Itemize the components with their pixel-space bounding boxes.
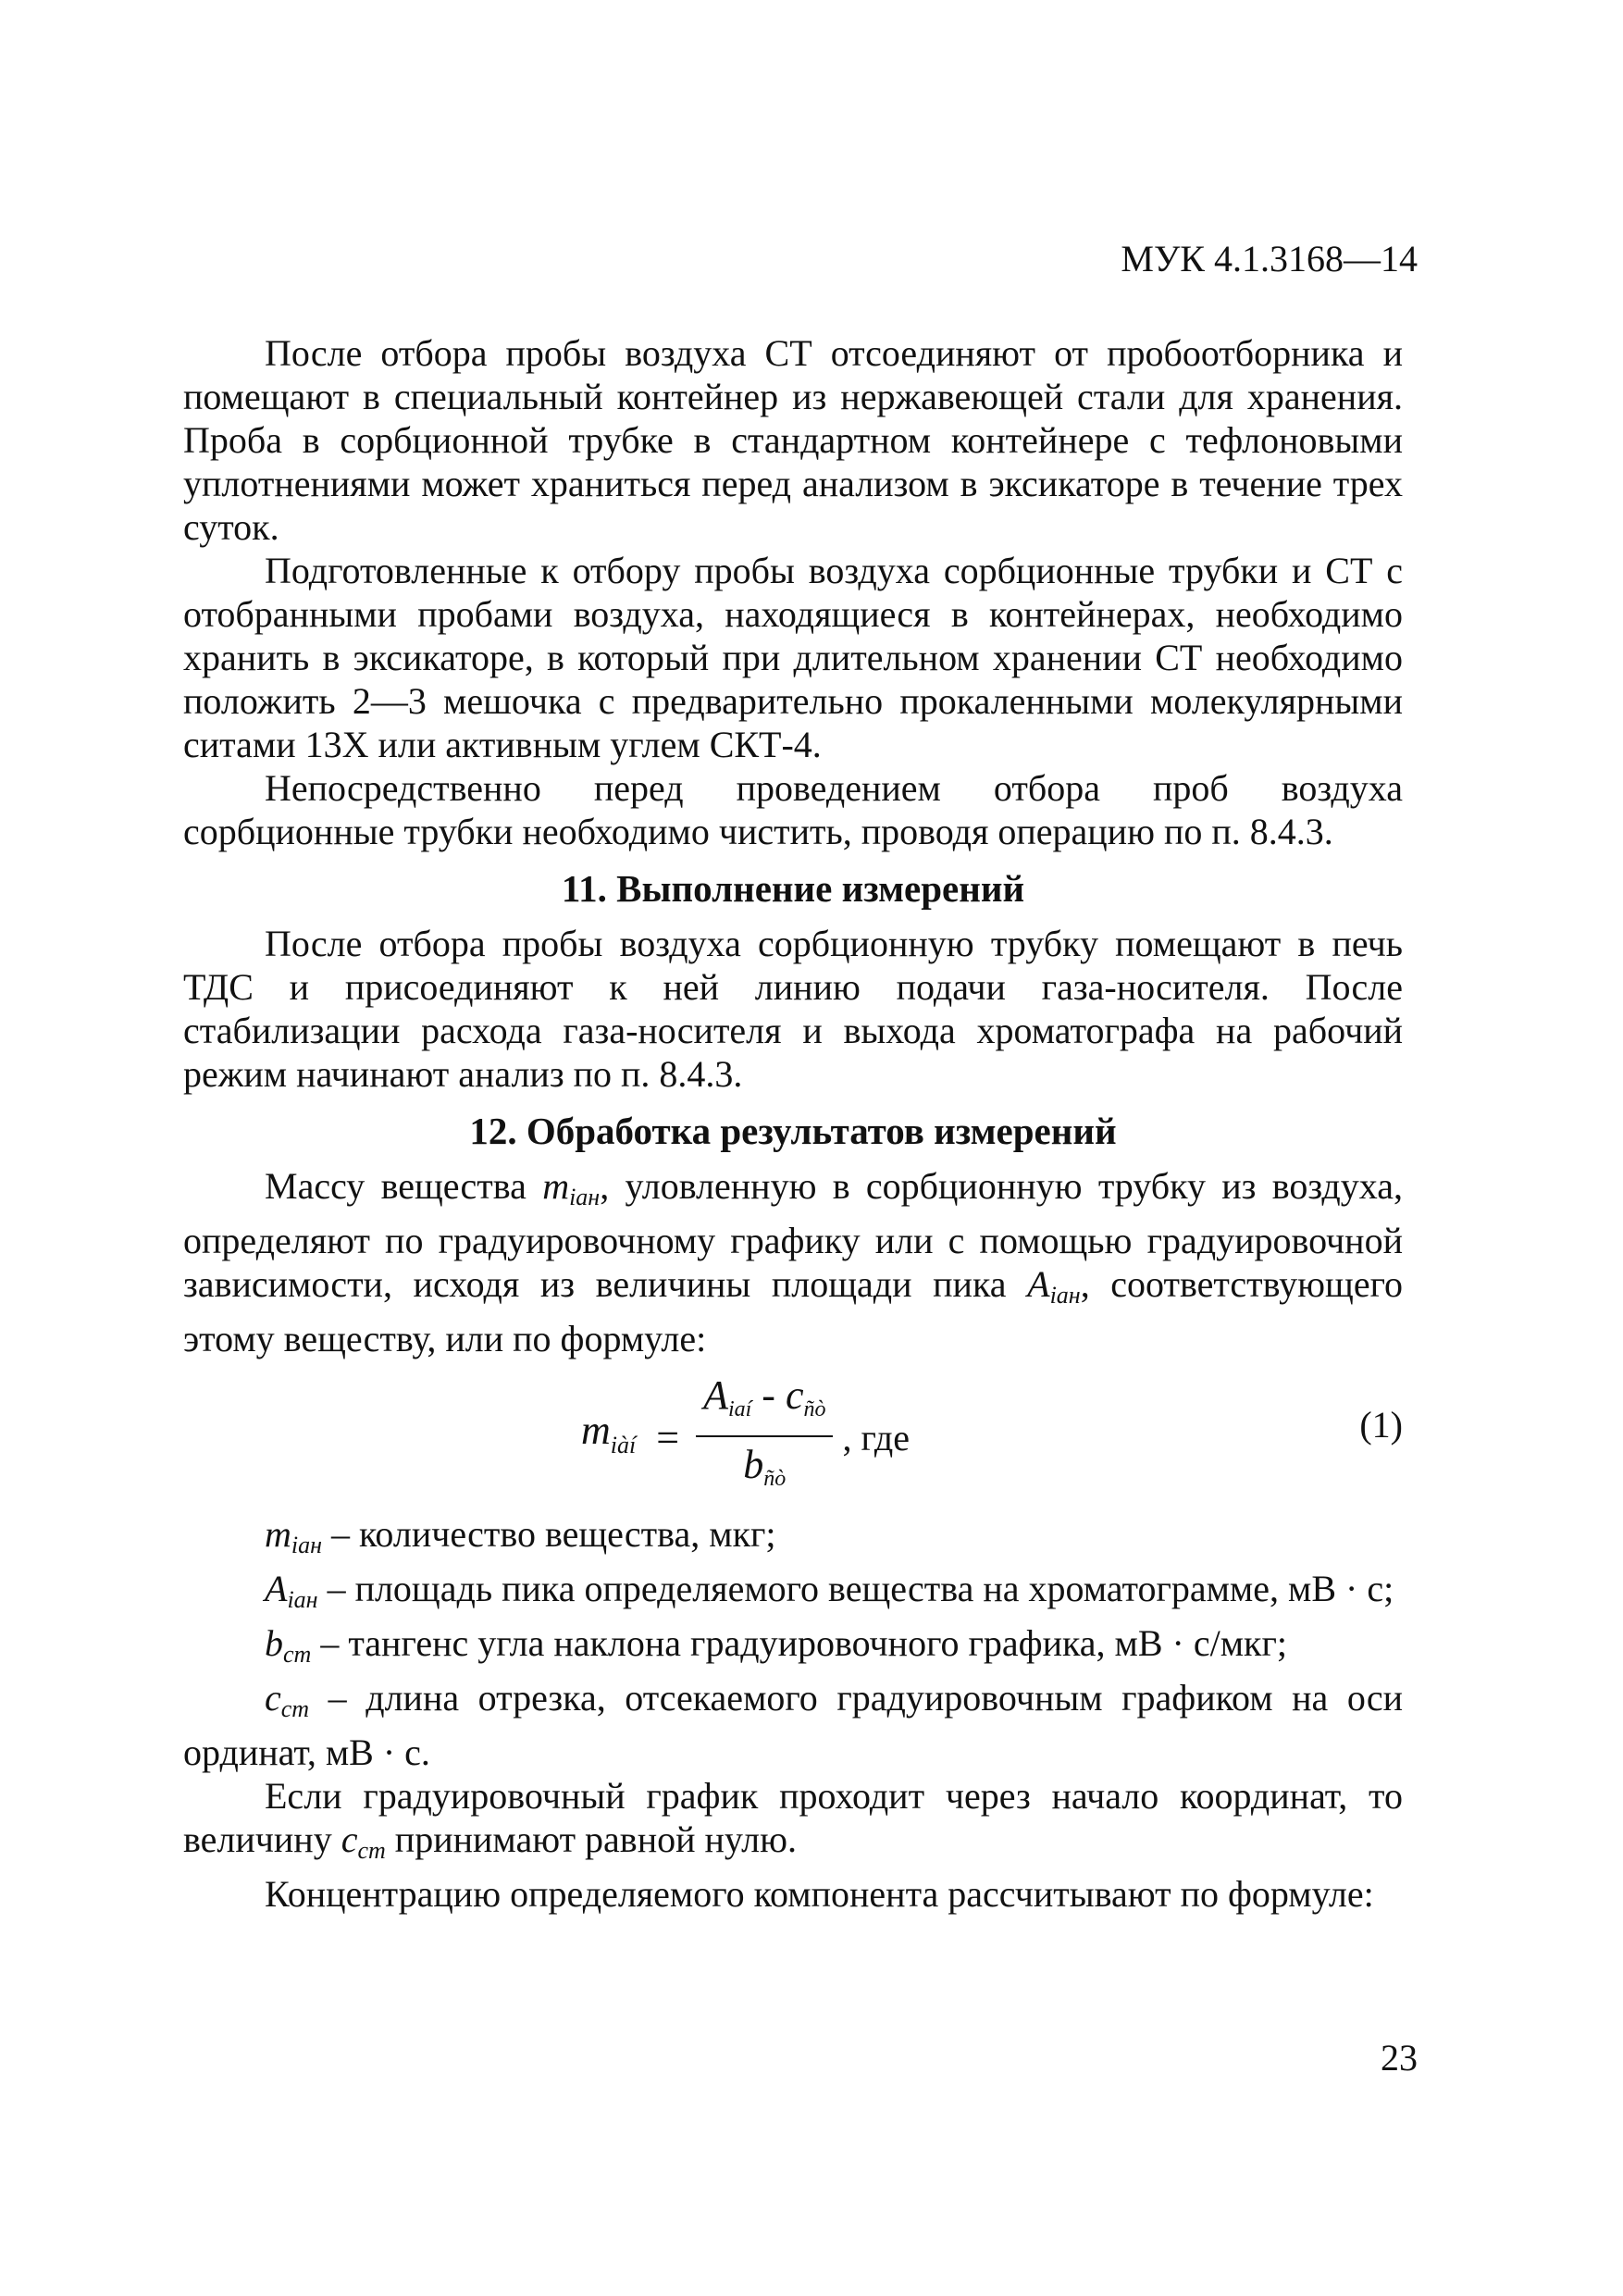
formula-fraction: [696, 1373, 833, 1501]
formula-numerator: $A_{iaí} - c_{ñò}$: [696, 1373, 833, 1437]
paragraph: Концентрацию определяемого компонента рассчитывают по формуле:: [265, 1873, 1374, 1915]
definition-item: $c_{ст}$ – длина отрезка, отсекаемого градуировочным графиком на оси ординат, мВ · с.: [183, 1677, 1403, 1773]
formula-1: $m_{iàí}$ = $\frac{A_{iaí} - c_{ñò}}{b_{ñò}}$ , где (1): [183, 1366, 1403, 1505]
paragraph: Подготовленные к отбору пробы воздуха сорбционные трубки и СТ с отобранными пробами воздуха, находящиеся в контейнерах, необходимо хранить в эксикаторе, в который при длительном хранении СТ необходимо положить 2—3 мешочка с предварительно прокаленными молекулярными ситами 13Х или активным углем СКТ-4.: [183, 550, 1403, 765]
paragraph: Если градуировочный график проходит через начало координат, то величину $c_{ст}$ принимают равной нулю.: [183, 1775, 1403, 1864]
section-11-heading: 11. Выполнение измерений: [561, 867, 1025, 910]
definition-item: $A_{iан}$ – площадь пика определяемого вещества на хроматограмме, мВ · с;: [265, 1568, 1394, 1613]
paragraph: После отбора пробы воздуха сорбционную трубку помещают в печь ТДС и присоединяют к ней линию подачи газа-носителя. После стабилизации расхода газа-носителя и выхода хроматографа на рабочий режим начинают анализ по п. 8.4.3.: [183, 923, 1403, 1095]
definition-item: $b_{ст}$ – тангенс угла наклона градуировочного графика, мВ · с/мкг;: [265, 1622, 1287, 1668]
formula-denominator: $b_{ñò}$: [743, 1442, 787, 1491]
page-number: 23: [1381, 2037, 1418, 2079]
definition-item: $m_{iан}$ – количество вещества, мкг;: [265, 1513, 776, 1558]
page-content: [183, 331, 1403, 1916]
variable-a: $A_{iан}$: [1027, 1263, 1081, 1309]
variable-m: $m_{iан}$: [542, 1165, 601, 1210]
paragraph: После отбора пробы воздуха СТ отсоединяют от пробоотборника и помещают в специальный контейнер из нержавеющей стали для хранения. Проба в сорбционной трубке в стандартном контейнере с тефлоновыми уплотнениями может храниться перед анализом в эксикаторе в течение трех суток.: [183, 332, 1403, 548]
section-12-heading: 12. Обработка результатов измерений: [469, 1110, 1117, 1152]
paragraph: Массу вещества $m_{iан}$, уловленную в сорбционную трубку из воздуха, определяют по градуировочному графику или с помощью градуировочной зависимости, исходя из величины площади пика $A_{iан}$, соответствующего этому веществу, или по формуле:: [183, 1165, 1403, 1359]
formula-number: (1): [1359, 1404, 1403, 1446]
document-code: МУК 4.1.3168—14: [1121, 238, 1418, 279]
formula-lhs: $m_{iàí}$: [581, 1407, 637, 1458]
paragraph: Непосредственно перед проведением отбора проб воздуха сорбционные трубки необходимо чистить, проводя операцию по п. 8.4.3.: [183, 767, 1403, 852]
